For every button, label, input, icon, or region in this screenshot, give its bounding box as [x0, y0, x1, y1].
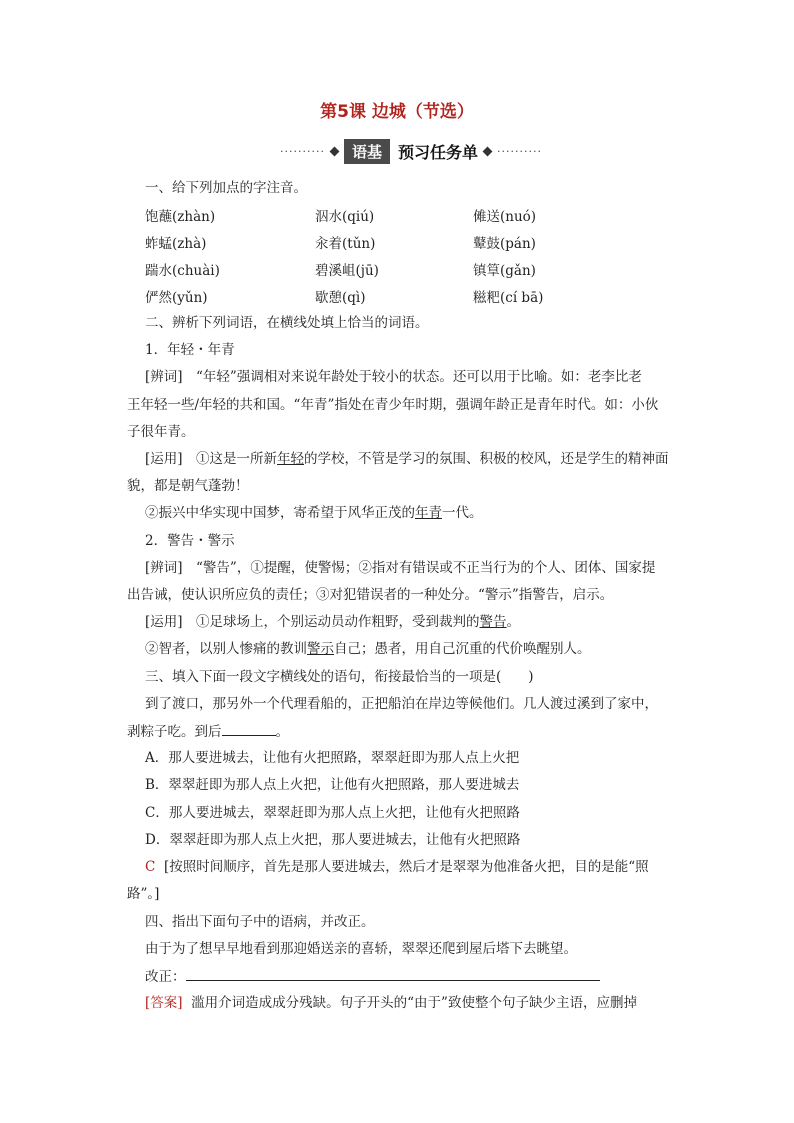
item2-title: 2．警告・警示	[145, 533, 235, 549]
banner-dots-left: ··········	[280, 144, 325, 158]
answer-word: 警告	[479, 614, 507, 630]
section4-sentence: 由于为了想早早地看到那迎婚送亲的喜轿，翠翠还爬到屋后塔下去眺望。	[145, 941, 577, 957]
section4-answer: [答案] 滥用介词造成成分残缺。句子开头的“由于”致使整个句子缺少主语，应删掉	[145, 995, 637, 1011]
section3-heading: 三、填入下面一段文字横线处的语句，衔接最恰当的一项是( )	[145, 669, 534, 685]
banner-tag: 语基	[344, 139, 390, 164]
item2-bianci: [辨词] “警告”，①提醒，使警惕；②指对有错误或不正当行为的个人、团体、国家提	[145, 560, 656, 576]
pinyin-item: 饱蘸(zhàn)	[145, 209, 216, 225]
pinyin-item: 镇筸(gǎn)	[473, 263, 536, 279]
item2-yunyong: [运用] ①足球场上，个别运动员动作粗野，受到裁判的警告。	[145, 614, 521, 630]
pinyin-item: 碧溪岨(jū)	[315, 263, 379, 279]
option-b: B．翠翠赶即为那人点上火把，让他有火把照路，那人要进城去	[145, 777, 520, 793]
answer-word: 警示	[307, 641, 334, 657]
answer-tag: [答案]	[145, 995, 183, 1011]
fix-blank	[186, 966, 600, 981]
section-banner	[262, 138, 560, 164]
banner-heading: 预习任务单	[398, 142, 479, 162]
option-c: C．那人要进城去，翠翠赶即为那人点上火把，让他有火把照路	[145, 805, 520, 821]
item1-yunyong: [运用] ①这是一所新年轻的学校，不管是学习的氛围、积极的校风，还是学生的精神面	[145, 451, 669, 467]
section4-fix: 改正：	[145, 966, 600, 987]
section3-answer: 路”。]	[127, 886, 160, 902]
item1-title: 1．年轻・年青	[145, 342, 235, 358]
lesson-title: 第5课 边城（节选）	[320, 102, 474, 122]
pinyin-item: 泅水(qiú)	[315, 209, 375, 225]
answer-word: 年青	[415, 505, 442, 521]
pinyin-item: 汆着(tǔn)	[315, 236, 376, 252]
fill-blank	[222, 721, 276, 736]
pinyin-item: 糍粑(cí bā)	[473, 290, 544, 306]
pinyin-item: 歇憩(qì)	[315, 290, 366, 306]
section3-passage: 到了渡口，那另外一个代理看船的，正把船泊在岸边等候他们。几人渡过溪到了家中，	[145, 696, 658, 712]
diamond-icon	[483, 146, 493, 156]
pinyin-item: 鼙鼓(pán)	[473, 236, 536, 252]
option-d: D．翠翠赶即为那人点上火把，那人要进城去，让他有火把照路	[145, 832, 521, 848]
option-a: A．那人要进城去，让他有火把照路，翠翠赶即为那人点上火把	[145, 750, 520, 766]
item1-yunyong: ②振兴中华实现中国梦，寄希望于风华正茂的年青一代。	[145, 505, 483, 521]
item1-bianci: 王年轻一些/年轻的共和国。“年青”指处在青少年时期，强调年龄正是青年时代。如：小伙	[127, 397, 659, 413]
item2-yunyong: ②智者，以别人惨痛的教训警示自己；愚者，用自己沉重的代价唤醒别人。	[145, 641, 591, 657]
pinyin-item: 傩送(nuó)	[473, 209, 537, 225]
pinyin-item: 俨然(yǔn)	[145, 290, 208, 306]
item2-bianci: 出告诫，使认识所应负的责任；③对犯错误者的一种处分。“警示”指警告，启示。	[127, 587, 614, 603]
section3-answer: C [按照时间顺序，首先是那人要进城去，然后才是翠翠为他准备火把，目的是能“照	[145, 859, 649, 875]
banner-dots-right: ··········	[497, 144, 542, 158]
section4-heading: 四、指出下面句子中的语病，并改正。	[145, 914, 375, 930]
answer-letter: C	[145, 859, 156, 875]
section3-passage: 剥粽子吃。到后 。	[127, 721, 289, 742]
section1-heading: 一、给下列加点的字注音。	[145, 180, 307, 196]
diamond-icon	[330, 146, 340, 156]
pinyin-item: 踹水(chuài)	[145, 263, 220, 279]
pinyin-item: 蚱蜢(zhà)	[145, 236, 207, 252]
section2-heading: 二、辨析下列词语，在横线处填上恰当的词语。	[145, 315, 429, 331]
item1-bianci: 子很年青。	[127, 424, 195, 440]
item1-bianci: [辨词] “年轻”强调相对来说年龄处于较小的状态。还可以用于比喻。如：老李比老	[145, 369, 642, 385]
answer-word: 年轻	[277, 451, 305, 467]
item1-yunyong: 貌，都是朝气蓬勃！	[127, 478, 249, 494]
